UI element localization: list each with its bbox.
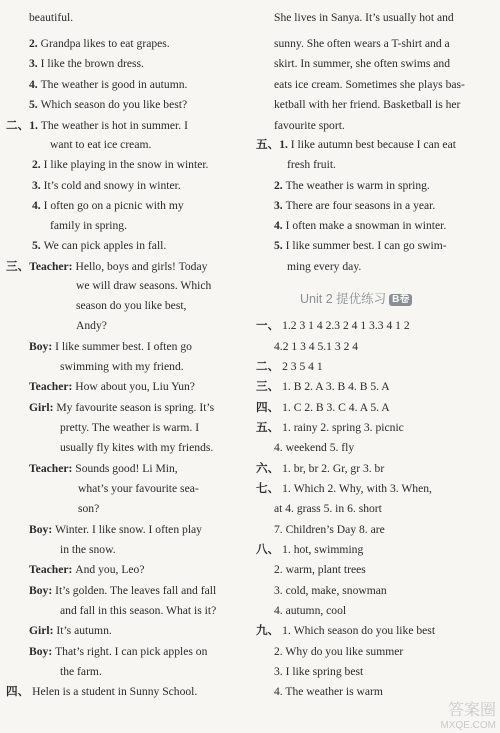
answer-line — [29, 623, 112, 639]
answer-line — [50, 137, 151, 153]
answer-line — [256, 542, 363, 558]
answer-line — [60, 603, 216, 619]
item-text: fresh fruit. — [287, 158, 336, 171]
item-text: Helen is a student in Sunny School. — [32, 685, 198, 698]
item-text: The weather is warm in spring. — [285, 179, 430, 192]
item-text: son? — [78, 502, 100, 515]
answer-line — [274, 198, 435, 214]
answer-line — [29, 97, 187, 113]
item-text: 3. I like spring best — [274, 665, 364, 678]
answer-line — [274, 56, 450, 72]
item-text: swimming with my friend. — [60, 360, 184, 373]
item-number: Boy: — [29, 340, 56, 353]
answer-line — [29, 644, 207, 660]
answer-line — [274, 97, 460, 113]
item-text: ketball with her friend. Basketball is her — [274, 98, 461, 111]
item-text: we will draw seasons. Which — [76, 279, 212, 292]
answer-line — [274, 118, 345, 134]
answer-line — [29, 10, 73, 26]
item-text: pretty. The weather is warm. I — [60, 421, 200, 434]
answer-line — [256, 623, 435, 639]
item-text: 4.2 1 3 4 5.1 3 2 4 — [274, 340, 359, 353]
item-text: eats ice cream. Sometimes she plays bas- — [274, 78, 465, 91]
item-number: 一、 — [256, 319, 283, 332]
item-text: 1. Which 2. Why, with 3. When, — [282, 482, 432, 495]
item-text: The weather is good in autumn. — [40, 78, 188, 91]
item-number: 3. — [29, 57, 41, 70]
item-number: 5. — [29, 98, 41, 111]
item-number: 3. — [274, 199, 286, 212]
item-number: Girl: — [29, 624, 57, 637]
answer-line — [32, 198, 184, 214]
answer-line — [29, 562, 145, 578]
answer-line — [274, 440, 354, 456]
answer-line — [274, 664, 363, 680]
item-number: 九、 — [256, 624, 283, 637]
item-number: 4. — [32, 199, 44, 212]
answer-line — [76, 278, 211, 294]
unit-header — [300, 291, 412, 307]
item-number: 三、Teacher: — [6, 260, 76, 273]
answer-line — [76, 298, 186, 314]
watermark-line1: 答案圈 — [447, 702, 496, 719]
item-number: 二、 — [256, 360, 283, 373]
unit-header-title: Unit 2 提优练习 — [300, 292, 387, 306]
answer-line — [78, 501, 99, 517]
answer-line — [29, 339, 192, 355]
answer-line — [60, 359, 184, 375]
answer-line — [274, 77, 465, 93]
item-number: 5. — [32, 239, 44, 252]
item-text: I like playing in the snow in winter. — [43, 158, 209, 171]
item-number: 5. — [274, 239, 286, 252]
item-text: And you, Leo? — [75, 563, 145, 576]
item-text: the farm. — [60, 665, 102, 678]
item-number: 七、 — [256, 482, 283, 495]
item-text: at 4. grass 5. in 6. short — [274, 502, 382, 515]
item-text: Which season do you like best? — [40, 98, 188, 111]
item-text: I like autumn best because I can eat — [290, 138, 456, 151]
item-text: 4. weekend 5. fly — [274, 441, 355, 454]
answer-line — [287, 259, 361, 275]
item-number: 四、 — [6, 685, 33, 698]
answer-line — [274, 583, 387, 599]
answer-line — [274, 684, 383, 700]
item-text: in the snow. — [60, 543, 116, 556]
item-text: She lives in Sanya. It’s usually hot and — [274, 11, 454, 24]
answer-line — [274, 522, 385, 538]
item-text: skirt. In summer, she often swims and — [274, 57, 450, 70]
item-number: 3. — [32, 179, 44, 192]
item-text: 3. cold, make, snowman — [274, 584, 387, 597]
item-number: Boy: — [29, 584, 56, 597]
item-number: Teacher: — [29, 563, 76, 576]
item-text: 1. br, br 2. Gr, gr 3. br — [282, 462, 385, 475]
item-text: 4. The weather is warm — [274, 685, 383, 698]
item-text: what’s your favourite sea- — [78, 482, 199, 495]
item-number: Boy: — [29, 523, 56, 536]
item-number: 2. — [29, 37, 41, 50]
item-number: 三、 — [256, 380, 283, 393]
answer-line — [60, 542, 116, 558]
item-text: Sounds good! Li Min, — [75, 462, 178, 475]
unit-header-badge: B卷 — [389, 294, 412, 306]
answer-line — [76, 318, 107, 334]
item-text: 1.2 3 1 4 2.3 2 4 1 3.3 4 1 2 — [282, 319, 410, 332]
answer-line — [29, 400, 214, 416]
answer-line — [256, 379, 390, 395]
answer-line — [256, 481, 432, 497]
answer-line — [60, 420, 199, 436]
item-text: I like summer best. I can go swim- — [285, 239, 447, 252]
answer-line — [29, 56, 144, 72]
answer-line — [6, 259, 207, 275]
item-number: Teacher: — [29, 462, 76, 475]
answer-line — [29, 583, 216, 599]
item-text: How about you, Liu Yun? — [75, 380, 195, 393]
answer-line — [274, 218, 446, 234]
answer-line — [6, 684, 197, 700]
item-text: 2 3 5 4 1 — [282, 360, 323, 373]
answer-line — [287, 157, 336, 173]
item-text: The weather is hot in summer. I — [40, 119, 188, 132]
answer-line — [6, 118, 188, 134]
item-text: Grandpa likes to eat grapes. — [40, 37, 170, 50]
item-text: It’s autumn. — [56, 624, 112, 637]
answer-line — [274, 178, 430, 194]
item-text: season do you like best, — [76, 299, 187, 312]
answer-line — [32, 157, 208, 173]
item-text: 1. hot, swimming — [282, 543, 364, 556]
item-number: 4. — [274, 219, 286, 232]
item-text: It’s golden. The leaves fall and fall — [55, 584, 217, 597]
answer-line — [274, 10, 454, 26]
answer-line — [50, 218, 127, 234]
item-text: 7. Children’s Day 8. are — [274, 523, 385, 536]
item-text: ming every day. — [287, 260, 362, 273]
answer-line — [29, 77, 187, 93]
item-text: I often go on a picnic with my — [43, 199, 184, 212]
item-number: 四、 — [256, 401, 283, 414]
item-text: Hello, boys and girls! Today — [75, 260, 208, 273]
item-text: favourite sport. — [274, 119, 345, 132]
answer-line — [78, 481, 199, 497]
item-text: Winter. I like snow. I often play — [55, 523, 202, 536]
item-text: usually fly kites with my friends. — [60, 441, 214, 454]
item-text: Andy? — [76, 319, 107, 332]
answer-line — [274, 238, 447, 254]
item-text: family in spring. — [50, 219, 127, 232]
item-number: 二、1. — [6, 119, 41, 132]
item-number: 五、1. — [256, 138, 291, 151]
item-number: Teacher: — [29, 380, 76, 393]
watermark-line2: MXQE.COM — [440, 720, 496, 731]
item-text: beautiful. — [29, 11, 74, 24]
item-text: That’s right. I can pick apples on — [55, 645, 208, 658]
answer-line — [60, 664, 102, 680]
answer-line — [256, 137, 456, 153]
answer-line — [32, 178, 181, 194]
item-text: We can pick apples in fall. — [43, 239, 167, 252]
item-text: 2. Why do you like summer — [274, 645, 404, 658]
item-number: 2. — [274, 179, 286, 192]
answer-line — [274, 501, 382, 517]
item-number: Boy: — [29, 645, 56, 658]
answer-line — [29, 36, 170, 52]
answer-line — [256, 400, 390, 416]
item-text: 1. Which season do you like best — [282, 624, 436, 637]
answer-line — [256, 461, 384, 477]
item-text: My favourite season is spring. It’s — [56, 401, 215, 414]
answer-line — [274, 339, 358, 355]
answer-line — [60, 440, 213, 456]
item-text: and fall in this season. What is it? — [60, 604, 217, 617]
item-text: 4. autumn, cool — [274, 604, 347, 617]
answer-line — [274, 644, 403, 660]
answer-line — [274, 603, 346, 619]
item-text: sunny. She often wears a T-shirt and a — [274, 37, 450, 50]
item-text: I like the brown dress. — [40, 57, 144, 70]
item-text: 2. warm, plant trees — [274, 563, 366, 576]
item-number: 六、 — [256, 462, 283, 475]
item-number: 八、 — [256, 543, 283, 556]
answer-line — [256, 318, 410, 334]
item-text: 1. C 2. B 3. C 4. A 5. A — [282, 401, 390, 414]
item-number: Girl: — [29, 401, 57, 414]
item-text: 1. B 2. A 3. B 4. B 5. A — [282, 380, 390, 393]
answer-line — [32, 238, 166, 254]
item-text: I often make a snowman in winter. — [285, 219, 447, 232]
item-number: 4. — [29, 78, 41, 91]
answer-line — [29, 461, 178, 477]
answer-line — [29, 379, 195, 395]
item-text: There are four seasons in a year. — [285, 199, 436, 212]
watermark — [440, 702, 496, 731]
answer-line — [256, 420, 404, 436]
item-text: It’s cold and snowy in winter. — [43, 179, 181, 192]
item-number: 2. — [32, 158, 44, 171]
item-text: want to eat ice cream. — [50, 138, 152, 151]
item-number: 五、 — [256, 421, 283, 434]
answer-line — [29, 522, 202, 538]
answer-line — [274, 36, 450, 52]
answer-line — [256, 359, 323, 375]
item-text: I like summer best. I often go — [55, 340, 192, 353]
answer-line — [274, 562, 366, 578]
item-text: 1. rainy 2. spring 3. picnic — [282, 421, 404, 434]
